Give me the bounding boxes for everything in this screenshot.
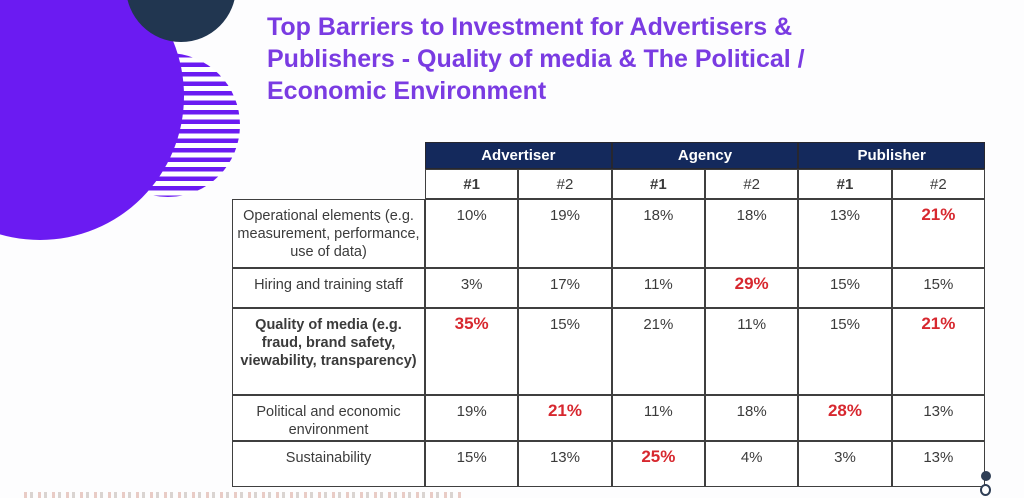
table-cell: 35% — [425, 308, 518, 395]
table-cell: 18% — [612, 199, 705, 268]
rank-header-publisher-1: #1 — [798, 169, 891, 199]
rank-header-advertiser-2: #2 — [518, 169, 611, 199]
table-cell: 10% — [425, 199, 518, 268]
table-corner-spacer — [232, 142, 425, 169]
table-cell: 13% — [798, 199, 891, 268]
table-cell: 21% — [518, 395, 611, 441]
corner-handle-ring-icon — [980, 484, 991, 496]
corner-handle-dot-icon — [981, 471, 991, 481]
table-cell: 19% — [518, 199, 611, 268]
rank-header-publisher-2: #2 — [892, 169, 985, 199]
group-header-publisher: Publisher — [798, 142, 985, 169]
table-cell: 11% — [612, 395, 705, 441]
table-cell: 21% — [612, 308, 705, 395]
barriers-table — [232, 142, 985, 487]
rank-header-agency-1: #1 — [612, 169, 705, 199]
table-cell: 13% — [892, 395, 985, 441]
table-cell: 15% — [798, 268, 891, 308]
table-cell: 4% — [705, 441, 798, 487]
table-cell: 21% — [892, 199, 985, 268]
clipped-footnote-text — [24, 492, 464, 498]
group-header-advertiser: Advertiser — [425, 142, 612, 169]
row-label-hiring-training: Hiring and training staff — [232, 268, 425, 308]
table-cell: 11% — [705, 308, 798, 395]
table-cell: 3% — [798, 441, 891, 487]
table-cell: 15% — [425, 441, 518, 487]
table-cell: 21% — [892, 308, 985, 395]
table-cell: 15% — [798, 308, 891, 395]
row-label-quality-of-media: Quality of media (e.g. fraud, brand safety, viewability, transparency) — [232, 308, 425, 395]
table-cell: 3% — [425, 268, 518, 308]
table-cell: 18% — [705, 199, 798, 268]
table-cell: 15% — [518, 308, 611, 395]
table-corner-spacer — [232, 169, 425, 199]
table-cell: 28% — [798, 395, 891, 441]
rank-header-advertiser-1: #1 — [425, 169, 518, 199]
table-cell: 11% — [612, 268, 705, 308]
group-header-agency: Agency — [612, 142, 799, 169]
table-cell: 25% — [612, 441, 705, 487]
slide-title: Top Barriers to Investment for Advertisers & Publishers - Quality of media & The Political / Economic Environment — [267, 13, 805, 105]
table-cell: 13% — [892, 441, 985, 487]
row-label-operational-elements: Operational elements (e.g. measurement, performance, use of data) — [232, 199, 425, 268]
row-label-political-economic: Political and economic environment — [232, 395, 425, 441]
row-label-sustainability: Sustainability — [232, 441, 425, 487]
table-cell: 29% — [705, 268, 798, 308]
rank-header-agency-2: #2 — [705, 169, 798, 199]
table-cell: 13% — [518, 441, 611, 487]
table-cell: 18% — [705, 395, 798, 441]
table-cell: 19% — [425, 395, 518, 441]
table-cell: 17% — [518, 268, 611, 308]
table-cell: 15% — [892, 268, 985, 308]
